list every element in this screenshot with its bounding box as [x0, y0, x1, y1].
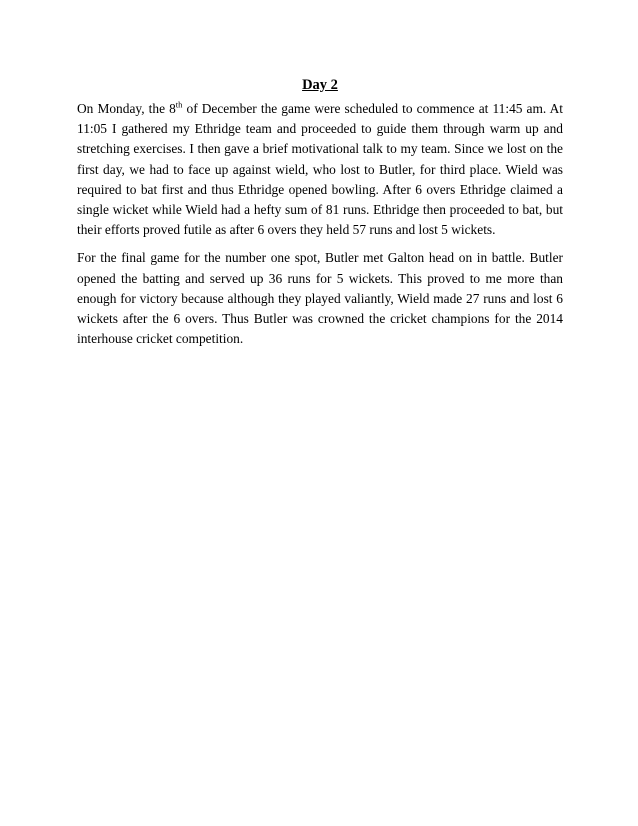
document-title: Day 2 — [302, 77, 338, 93]
paragraph-final-game: For the final game for the number one spot, Butler met Galton head on in battle. Butler opened the batting and served up 36 runs for 5 wickets. This proved to me more than enough for victory because although they played valiantly, Wield made 27 runs and lost 6 wickets after the 6 overs. Thus Butler was crowned the cricket champions for the 2014 interhouse cricket competition. — [77, 250, 563, 347]
document-body — [77, 76, 563, 357]
paragraph-1-rest: of December the game were scheduled to commence at 11:45 am. At 11:05 I gathered my Ethridge team and proceeded to guide them through warm up and stretching exercises. I then gave a brief motivational talk to my team. Since we lost on the first day, we had to face up against wield, who lost to Butler, for third place. Wield was required to bat first and thus Ethridge opened bowling. After 6 overs Ethridge claimed a single wicket while Wield had a hefty sum of 81 runs. Ethridge then proceeded to bat, but their efforts proved futile as after 6 overs they held 57 runs and lost 5 wickets. — [77, 101, 563, 238]
paragraph-1-start: On Monday, the 8 — [77, 101, 176, 116]
paragraph-day-2-match — [77, 99, 563, 240]
ordinal-suffix: th — [175, 99, 183, 110]
